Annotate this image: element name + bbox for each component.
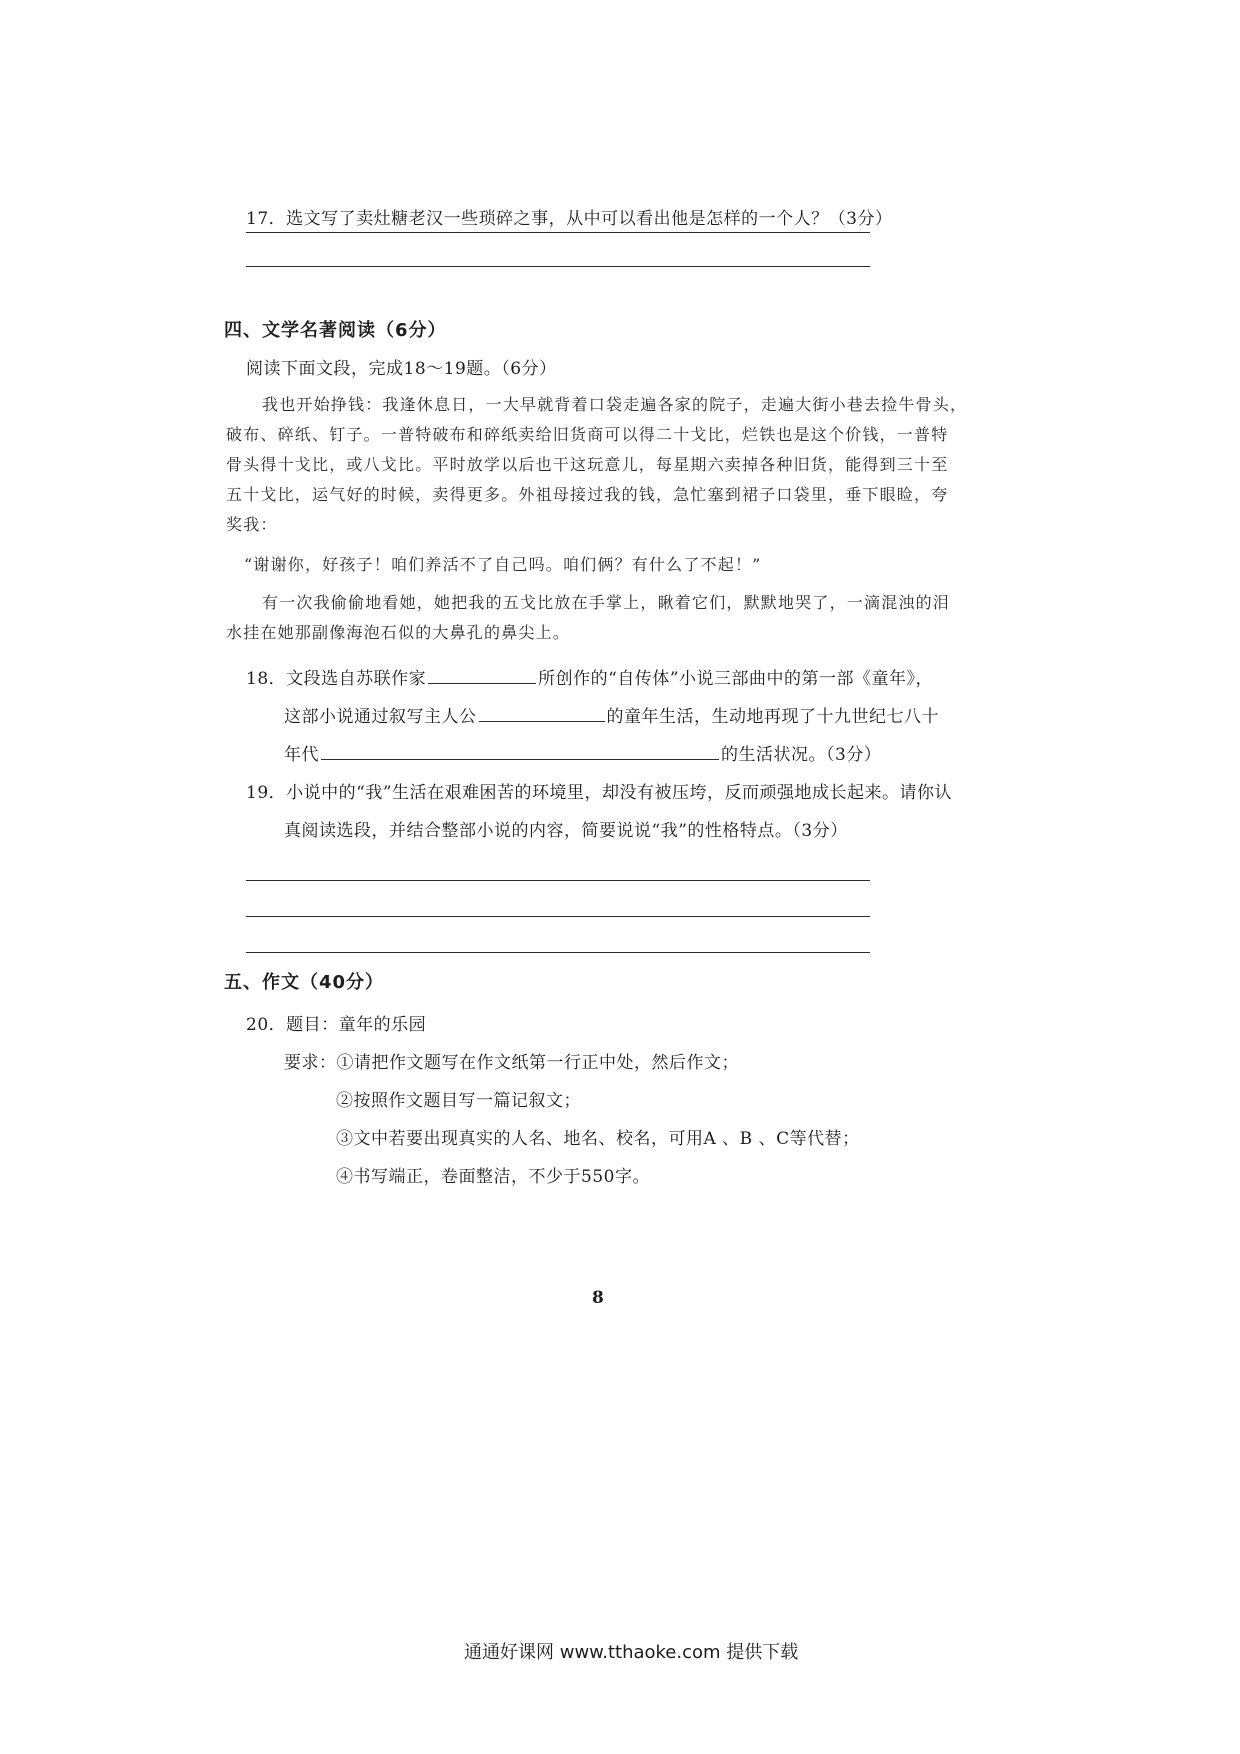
question-18-text: 的童年生活，生动地再现了十九世纪七八十 xyxy=(606,707,939,727)
requirement-item: ④书写端正，卷面整洁，不少于550字。 xyxy=(336,1167,650,1187)
answer-line xyxy=(246,232,870,233)
answer-line xyxy=(246,880,870,881)
protagonist-blank[interactable] xyxy=(479,705,605,722)
passage-line: 骨头得十戈比，或八戈比。平时放学以后也干这玩意儿，每星期六卖掉各种旧货，能得到三十至 xyxy=(226,455,949,474)
requirement-item: ③文中若要出现真实的人名、地名、校名，可用A 、B 、C等代替； xyxy=(336,1129,860,1149)
passage-line: 水挂在她那副像海泡石似的大鼻孔的鼻尖上。 xyxy=(226,623,571,642)
question-20: 20．题目：童年的乐园 xyxy=(246,1015,427,1035)
section-5-title: 五、作文（40分） xyxy=(224,972,385,993)
passage-quote: “谢谢你，好孩子！咱们养活不了自己吗。咱们俩？有什么了不起！” xyxy=(244,555,762,574)
requirement-item: ②按照作文题目写一篇记叙文； xyxy=(336,1091,581,1111)
question-18-text: 年代 xyxy=(284,745,319,765)
section-4-instruction: 阅读下面文段，完成18～19题。（6分） xyxy=(246,359,557,379)
era-blank[interactable] xyxy=(321,743,719,760)
question-18-text: 这部小说通过叙写主人公 xyxy=(284,707,477,727)
passage-line: 奖我： xyxy=(226,515,278,534)
answer-line xyxy=(246,266,870,267)
section-4-title: 四、文学名著阅读（6分） xyxy=(224,320,447,341)
requirement-item: ①请把作文题写在作文纸第一行正中处，然后作文； xyxy=(336,1053,739,1073)
question-19-line-1: 19．小说中的“我”生活在艰难困苦的环境里，却没有被压垮，反而顽强地成长起来。请你认 xyxy=(246,783,953,803)
passage-line: 我也开始挣钱：我逢休息日，一大早就背着口袋走遍各家的院子，走遍大街小巷去捡牛骨头， xyxy=(262,395,968,414)
question-18-text: 所创作的“自传体”小说三部曲中的第一部《童年》， xyxy=(538,669,934,689)
question-18-line-1 xyxy=(246,664,933,689)
passage-line: 有一次我偷偷地看她，她把我的五戈比放在手掌上，瞅着它们，默默地哭了，一滴混浊的泪 xyxy=(262,593,951,612)
question-18-line-3 xyxy=(284,740,881,765)
question-18-text: 18．文段选自苏联作家 xyxy=(246,669,427,689)
answer-line xyxy=(246,952,870,953)
question-18-text: 的生活状况。（3分） xyxy=(721,745,882,765)
question-19-line-2: 真阅读选段，并结合整部小说的内容，简要说说“我”的性格特点。（3分） xyxy=(284,821,848,841)
question-17: 17．选文写了卖灶糖老汉一些琐碎之事，从中可以看出他是怎样的一个人？（3分） xyxy=(246,209,893,229)
requirements xyxy=(284,1048,739,1073)
requirements-label: 要求： xyxy=(284,1053,337,1073)
page-number: 8 xyxy=(592,1288,604,1308)
answer-line xyxy=(246,916,870,917)
passage-line: 破布、碎纸、钉子。一普特破布和碎纸卖给旧货商可以得二十戈比，烂铁也是这个价钱，一普特 xyxy=(226,425,949,444)
question-18-line-2 xyxy=(284,702,939,727)
passage-line: 五十戈比，运气好的时候，卖得更多。外祖母接过我的钱，急忙塞到裙子口袋里，垂下眼睑，夸 xyxy=(226,485,949,504)
author-blank[interactable] xyxy=(428,667,536,684)
footer-credit: 通通好课网 www.tthaoke.com 提供下载 xyxy=(464,1642,799,1663)
